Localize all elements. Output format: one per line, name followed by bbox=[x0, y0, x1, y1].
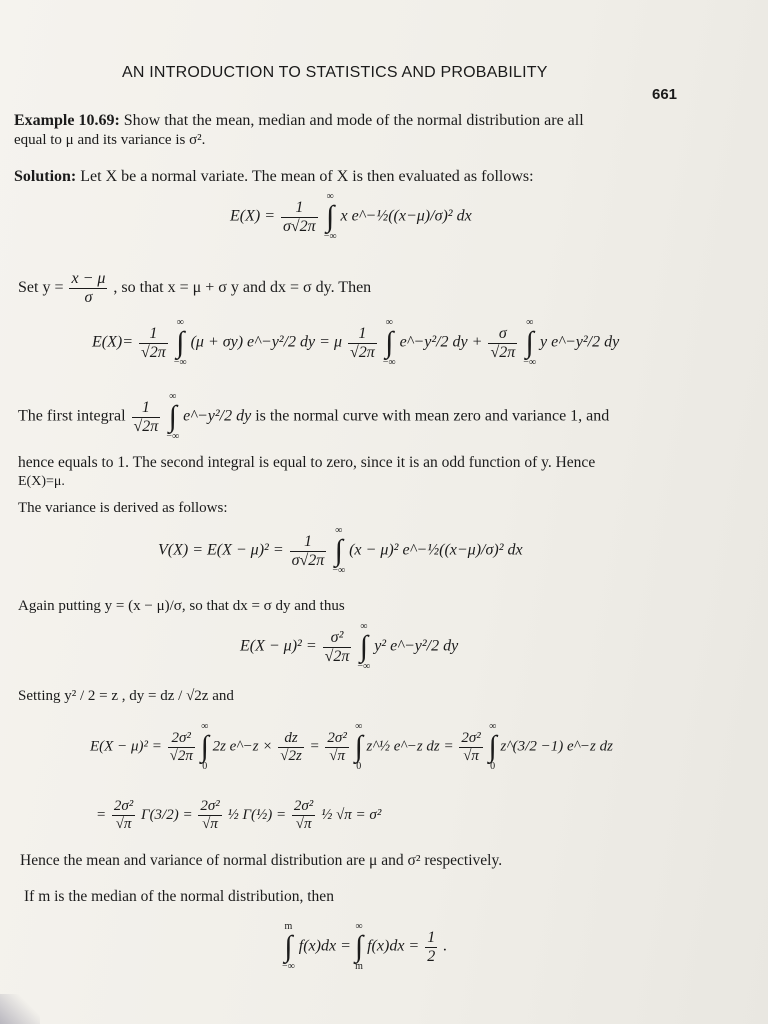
example-line-2: equal to μ and its variance is σ². bbox=[14, 132, 206, 148]
solution-line bbox=[14, 168, 534, 186]
median-line: If m is the median of the normal distribution, then bbox=[24, 888, 334, 905]
equation-variance-gamma: E(X − μ)² = $\frac{\text{2σ²}}{√2\pi}$ ∞ ∫ 0 2z e^−z × $\frac{dz}{√2z}$ = $\frac{\text{2σ²}}{√\pi}$ ∞ ∫ 0 z^½ e^−z dz = $\frac{\text{2σ²}}{√\pi}$ ∞ ∫ 0 z^(3/2 −1) e^−z dz bbox=[90, 721, 613, 772]
equation-median: m ∫ −∞ f(x)dx = ∞ ∫ m f(x)dx = $\frac{1}{2}$ . bbox=[282, 921, 448, 972]
equation-mean bbox=[230, 192, 472, 242]
eq1-fraction: $\frac{1}{\sigma√2\pi}$ bbox=[283, 198, 316, 235]
equation-variance-result: = $\frac{\text{2σ²}}{√\pi}$ Γ(3/2) = $\frac{\text{2σ²}}{√\pi}$ ½ Γ(½) = $\frac{\text{2σ²}}{√\pi}$ ½ √π = σ² bbox=[96, 798, 382, 832]
set-fraction: $\frac{x - \mu}{\sigma}$ bbox=[71, 270, 106, 306]
example-label: Example 10.69: bbox=[14, 112, 120, 129]
page-shadow bbox=[0, 994, 40, 1024]
set-line: Set y = $\frac{x - \mu}{\sigma}$ , so that x = μ + σ y and dx = σ dy. Then bbox=[18, 270, 372, 306]
solution-text: Let X be a normal variate. The mean of X is then evaluated as follows: bbox=[80, 168, 534, 185]
equation-variance-substituted: E(X − μ)² = $\frac{\text{σ²}}{√2\pi}$ ∞ ∫ −∞ y² e^−y²/2 dy bbox=[240, 621, 459, 672]
paragraph-line-3: The variance is derived as follows: bbox=[18, 500, 228, 516]
setting-line: Setting y² / 2 = z , dy = dz / √2z and bbox=[18, 688, 234, 704]
paragraph-line-2: E(X)=μ. bbox=[18, 474, 65, 489]
integral-sign: ∞ ∫ −∞ bbox=[382, 317, 396, 368]
integral-sign: m ∫ −∞ bbox=[282, 921, 295, 972]
running-header: AN INTRODUCTION TO STATISTICS AND PROBABILITY bbox=[122, 64, 548, 81]
page-number: 661 bbox=[652, 86, 678, 103]
integral-sign: ∞ ∫ 0 bbox=[200, 721, 209, 772]
integral-sign: ∞ ∫ −∞ bbox=[332, 525, 346, 576]
hence-line: Hence the mean and variance of normal distribution are μ and σ² respectively. bbox=[20, 852, 503, 869]
integral-sign: ∞ ∫ −∞ bbox=[323, 191, 337, 242]
again-line: Again putting y = (x − μ)/σ, so that dx = σ dy and thus bbox=[18, 598, 345, 614]
example-line-1 bbox=[14, 112, 584, 130]
integral-sign: ∞ ∫ 0 bbox=[354, 721, 363, 772]
eq1-lhs: E(X) = bbox=[230, 207, 275, 225]
equation-mean-expanded: E(X)= $\frac{1}{√2\pi}$ ∞ ∫ −∞ (μ + σy) e^−y²/2 dy = μ $\frac{1}{√2\pi}$ ∞ ∫ −∞ e^−y²/2 dy + $\frac{\sigma}{√2\pi}$ ∞ ∫ −∞ y e^−y²/2 dy bbox=[92, 317, 620, 368]
eq1-body: x e^−½((x−μ)/σ)² dx bbox=[340, 207, 472, 225]
example-text-1: Show that the mean, median and mode of the normal distribution are all bbox=[123, 112, 584, 129]
integral-sign: ∞ ∫ −∞ bbox=[166, 391, 180, 442]
equation-variance: V(X) = E(X − μ)² = $\frac{1}{\sigma√2\pi}$ ∞ ∫ −∞ (x − μ)² e^−½((x−μ)/σ)² dx bbox=[158, 525, 523, 576]
integral-sign: ∞ ∫ 0 bbox=[488, 721, 497, 772]
solution-label: Solution: bbox=[14, 168, 77, 185]
integral-sign: ∞ ∫ m bbox=[354, 921, 364, 972]
integral-sign: ∞ ∫ −∞ bbox=[357, 621, 371, 672]
first-integral-line: The first integral $\frac{1}{√2\pi}$ ∞ ∫ −∞ e^−y²/2 dy is the normal curve with mean zero and variance 1, and bbox=[18, 391, 610, 442]
paragraph-line-1: hence equals to 1. The second integral is equal to zero, since it is an odd function of y. Hence bbox=[18, 454, 596, 471]
integral-sign: ∞ ∫ −∞ bbox=[523, 317, 537, 368]
integral-sign: ∞ ∫ −∞ bbox=[173, 317, 187, 368]
